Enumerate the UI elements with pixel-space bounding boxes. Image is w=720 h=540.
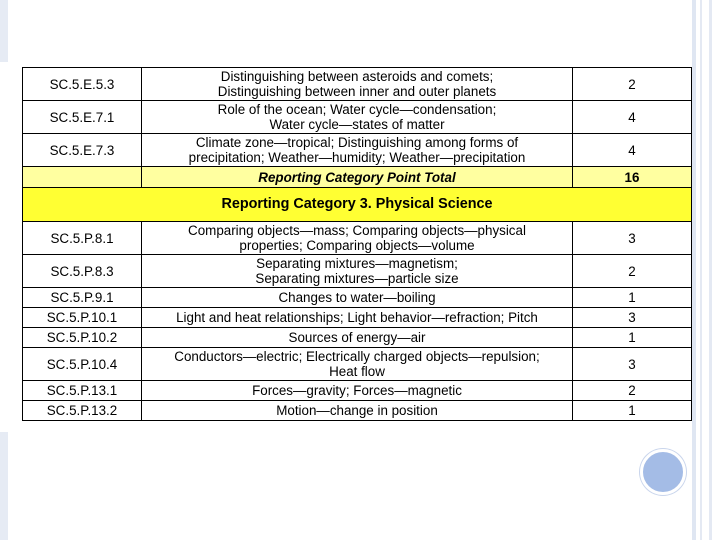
point-total-value: 16: [573, 167, 692, 188]
table-row: [23, 401, 692, 421]
benchmark-points: 3: [573, 222, 692, 255]
description-line: Distinguishing between inner and outer planets: [217, 84, 497, 99]
description-line: Separating mixtures—particle size: [255, 271, 459, 286]
left-accent-bar-top: [0, 0, 8, 62]
benchmark-code: SC.5.P.9.1: [23, 288, 142, 308]
description-line: Motion—change in position: [276, 403, 438, 418]
benchmark-points: 1: [573, 288, 692, 308]
description-line: Sources of energy—air: [288, 330, 426, 345]
table-row: [23, 381, 692, 401]
benchmark-code: SC.5.E.7.1: [23, 101, 142, 134]
benchmark-description: [142, 68, 573, 101]
benchmark-points: 2: [573, 255, 692, 288]
description-line: Light and heat relationships; Light behavior—refraction; Pitch: [176, 310, 538, 325]
benchmark-description: [142, 401, 573, 421]
description-line: Distinguishing between asteroids and comets;: [220, 69, 494, 84]
right-accent-line: [709, 0, 712, 540]
table-row: [23, 101, 692, 134]
description-line: Conductors—electric; Electrically charged objects—repulsion;: [174, 349, 540, 364]
table-row: [23, 255, 692, 288]
category-heading: Reporting Category 3. Physical Science: [23, 188, 692, 222]
benchmark-code: SC.5.P.13.1: [23, 381, 142, 401]
benchmark-description: [142, 255, 573, 288]
category-heading-row: [23, 188, 692, 222]
description-line: Separating mixtures—magnetism;: [256, 256, 458, 271]
benchmark-points: 3: [573, 308, 692, 328]
benchmark-points: 1: [573, 401, 692, 421]
benchmark-description: [142, 381, 573, 401]
benchmark-code: SC.5.P.8.3: [23, 255, 142, 288]
benchmark-description: [142, 222, 573, 255]
description-line: precipitation; Weather—humidity; Weather—precipitation: [188, 150, 526, 165]
right-accent-line: [700, 0, 702, 540]
description-line: Climate zone—tropical; Distinguishing among forms of: [195, 135, 519, 150]
table-row: [23, 308, 692, 328]
description-line: Water cycle—states of matter: [269, 117, 445, 132]
benchmark-code: SC.5.E.5.3: [23, 68, 142, 101]
benchmark-points: 2: [573, 68, 692, 101]
benchmark-description: [142, 288, 573, 308]
benchmark-code: SC.5.P.8.1: [23, 222, 142, 255]
benchmark-description: [142, 134, 573, 167]
benchmark-description: [142, 308, 573, 328]
benchmark-points: 4: [573, 101, 692, 134]
benchmark-code: SC.5.P.10.1: [23, 308, 142, 328]
point-total-row: [23, 167, 692, 188]
benchmark-description: [142, 101, 573, 134]
empty-cell: [23, 167, 142, 188]
table-row: [23, 68, 692, 101]
benchmark-points: 3: [573, 348, 692, 381]
decorative-circle: [640, 449, 686, 495]
description-line: Comparing objects—mass; Comparing objects—physical: [188, 223, 526, 238]
benchmark-code: SC.5.P.13.2: [23, 401, 142, 421]
right-accent-band: [692, 0, 696, 540]
description-line: properties; Comparing objects—volume: [239, 238, 475, 253]
table-row: [23, 288, 692, 308]
benchmark-points: 1: [573, 328, 692, 348]
description-line: Role of the ocean; Water cycle—condensation;: [217, 102, 497, 117]
point-total-label: Reporting Category Point Total: [142, 167, 573, 188]
benchmark-description: [142, 328, 573, 348]
table-row: [23, 328, 692, 348]
left-accent-bar-bottom: [0, 432, 8, 540]
benchmark-description: [142, 348, 573, 381]
table-row: [23, 348, 692, 381]
benchmark-points: 4: [573, 134, 692, 167]
table-row: [23, 134, 692, 167]
description-line: Changes to water—boiling: [278, 290, 436, 305]
benchmark-code: SC.5.P.10.2: [23, 328, 142, 348]
benchmark-points: 2: [573, 381, 692, 401]
standards-table: [22, 67, 692, 421]
description-line: Heat flow: [329, 364, 385, 379]
benchmark-code: SC.5.P.10.4: [23, 348, 142, 381]
description-line: Forces—gravity; Forces—magnetic: [252, 383, 462, 398]
benchmark-code: SC.5.E.7.3: [23, 134, 142, 167]
table-row: [23, 222, 692, 255]
